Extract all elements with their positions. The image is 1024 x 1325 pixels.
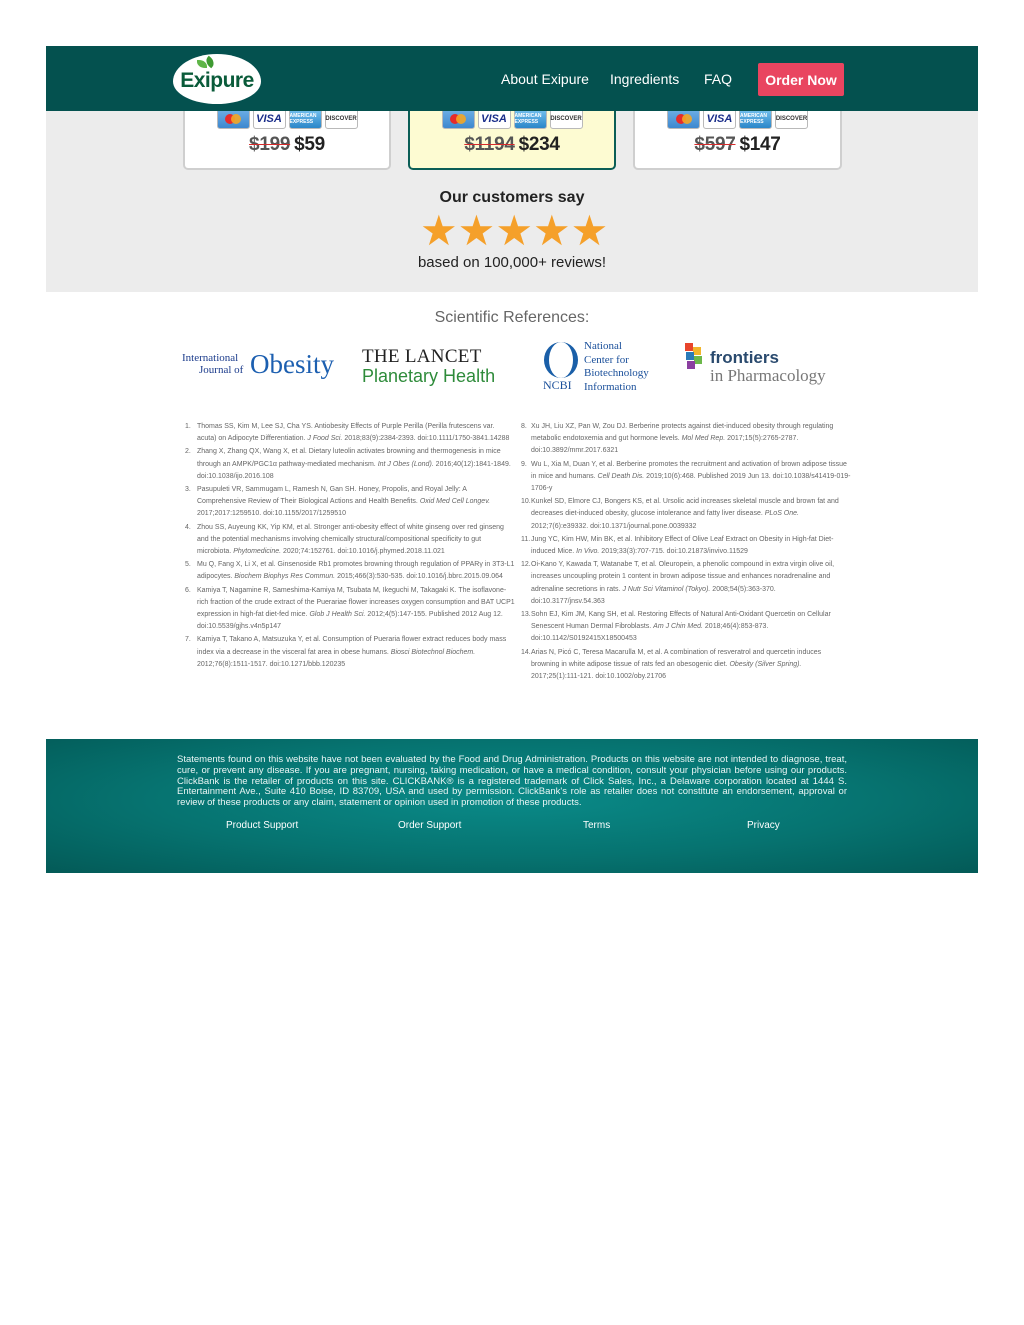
reference-number: 11. bbox=[521, 535, 531, 543]
reference-details: 2017;2017:1259510. doi:10.1155/2017/1259510 bbox=[197, 510, 346, 518]
reference-item bbox=[521, 496, 851, 533]
star-icon: ★ bbox=[570, 207, 609, 254]
new-price: $59 bbox=[294, 134, 325, 155]
reference-item bbox=[521, 421, 851, 458]
top-navbar bbox=[46, 46, 978, 111]
reference-number: 10. bbox=[521, 498, 531, 506]
reference-details: 2015;466(3):530-535. doi:10.1016/j.bbrc.2015.09.064 bbox=[335, 573, 503, 581]
reference-journal: PLoS One. bbox=[764, 510, 799, 518]
star-icon: ★ bbox=[495, 207, 533, 254]
order-now-button[interactable]: Order Now bbox=[758, 63, 844, 96]
reference-number: 6. bbox=[185, 586, 191, 594]
reference-text: Arias N, Picó C, Teresa Macarulla M, et al. A combination of resveratrol and quercetin induces browning in white adipose tissue of rats fed an obesogenic diet. bbox=[531, 648, 822, 668]
old-price: $199 bbox=[249, 134, 291, 155]
reference-journal: Phytomedicine. bbox=[233, 548, 282, 556]
journal-logo-obesity bbox=[182, 348, 342, 384]
star-icon: ★ bbox=[532, 207, 571, 254]
reference-journal: Int J Obes (Lond). bbox=[377, 460, 434, 468]
logo-line: Obesity bbox=[250, 349, 334, 379]
journal-logo-ncbi bbox=[543, 340, 663, 394]
logo-line: in Pharmacology bbox=[710, 366, 826, 385]
reference-journal: Mol Med Rep. bbox=[681, 435, 726, 443]
mastercard-icon bbox=[667, 108, 700, 129]
reference-journal: J Food Sci. bbox=[307, 435, 343, 443]
footer-link-terms[interactable]: Terms bbox=[583, 820, 611, 831]
reviews-title: Our customers say bbox=[439, 189, 585, 206]
reference-item bbox=[521, 647, 851, 684]
price bbox=[410, 134, 614, 156]
reference-text: Pasupuleti VR, Sammugam L, Ramesh N, Gan SH. Honey, Propolis, and Royal Jelly: A Comprehensive Review of Their Biological Actions and Health Benefits. bbox=[197, 486, 467, 506]
logo-line: Planetary Health bbox=[362, 366, 496, 386]
reference-number: 13. bbox=[521, 611, 531, 619]
payment-methods bbox=[185, 108, 389, 129]
reference-number: 7. bbox=[185, 636, 191, 644]
reference-number: 4. bbox=[185, 523, 191, 531]
references-list-right bbox=[521, 421, 851, 684]
mastercard-icon bbox=[442, 108, 475, 129]
reference-details: 2017;15(5):2765-2787. doi:10.3892/mmr.2017.6321 bbox=[531, 435, 799, 455]
logo-line: Center for bbox=[584, 353, 629, 366]
reference-details: 2012;7(6):e39332. doi:10.1371/journal.pone.0039332 bbox=[531, 522, 697, 530]
footer bbox=[46, 739, 978, 873]
reference-journal: Glob J Health Sci. bbox=[309, 611, 366, 619]
old-price: $597 bbox=[694, 134, 736, 155]
amex-icon: AMERICAN EXPRESS bbox=[739, 108, 772, 129]
reference-number: 12. bbox=[521, 561, 531, 569]
reference-text: Thomas SS, Kim M, Lee SJ, Cha YS. Antiobesity Effects of Purple Perilla (Perilla frutescens var. acuta) on Adipocyte Differentiation. bbox=[197, 423, 495, 443]
reference-journal: In Vivo. bbox=[576, 548, 600, 556]
logo-line: Information bbox=[584, 380, 637, 393]
reference-item bbox=[185, 522, 515, 559]
reference-number: 1. bbox=[185, 423, 191, 430]
star-icon: ★ bbox=[457, 207, 496, 254]
logo-line: NCBI bbox=[543, 378, 572, 392]
reference-item bbox=[185, 446, 515, 483]
reference-details: 2018;46(4):853-873. doi:10.1142/S0192415X18500453 bbox=[531, 623, 769, 643]
reference-item bbox=[185, 421, 515, 445]
visa-icon: VISA bbox=[703, 108, 736, 129]
discover-icon: DISCOVER bbox=[325, 108, 358, 129]
exipure-logo[interactable] bbox=[173, 54, 261, 104]
logo-line: Journal of bbox=[199, 364, 244, 376]
logo-square-icon bbox=[693, 347, 701, 355]
reference-text: Kamiya T, Nagamine R, Sameshima-Kamiya M, Tsubata M, Ikeguchi M, Takagaki K. The isoflavone-rich fraction of the crude extract of the Puerariae flower increases oxygen consumption and BAT UCP1 expression in high-fat diet-fed mice. bbox=[197, 586, 515, 619]
logo-line: frontiers bbox=[710, 348, 779, 367]
reference-journal: Am J Chin Med. bbox=[653, 623, 703, 631]
nav-link-about[interactable]: About Exipure bbox=[501, 71, 589, 87]
reference-item bbox=[521, 609, 851, 646]
reference-details: 2016;40(12):1841-1849. doi:10.1038/ijo.2016.108 bbox=[197, 460, 511, 480]
reference-number: 2. bbox=[185, 448, 191, 456]
new-price: $234 bbox=[518, 134, 560, 155]
logo-line: THE LANCET bbox=[362, 346, 482, 367]
star-rating bbox=[420, 207, 609, 254]
logo-square-icon bbox=[685, 343, 693, 351]
logo-square-icon bbox=[687, 361, 695, 369]
reference-details: 2017;25(1):111-121. doi:10.1002/oby.21706 bbox=[531, 673, 667, 681]
reference-text: Zhou SS, Auyeung KK, Yip KM, et al. Stronger anti-obesity effect of white ginseng over red ginseng and the potential mechanisms involving chemically structural/compositional specificity to gut microbiota. bbox=[197, 523, 504, 556]
reference-journal: Biosci Biotechnol Biochem. bbox=[390, 648, 476, 656]
discover-icon: DISCOVER bbox=[775, 108, 808, 129]
reference-text: Sohn EJ, Kim JM, Kang SH, et al. Restoring Effects of Natural Anti-Oxidant Quercetin on Cellular Senescent Human Dermal Fibroblasts. bbox=[531, 611, 831, 631]
reference-text: Zhang X, Zhang QX, Wang X, et al. Dietary luteolin activates browning and thermogenesis in mice through an AMPK/PGC1α pathway-mediated mechanism. bbox=[197, 448, 501, 468]
logo-square-icon bbox=[694, 356, 702, 364]
reference-text: Kamiya T, Takano A, Matsuzuka Y, et al. Consumption of Pueraria flower extract reduces body mass index via a decrease in the visceral fat area in obese humans. bbox=[197, 636, 507, 656]
logo-text bbox=[584, 340, 649, 394]
reference-item bbox=[185, 634, 515, 671]
reference-number: 14. bbox=[521, 648, 531, 656]
reference-journal: Oxid Med Cell Longev. bbox=[419, 498, 491, 506]
amex-icon: AMERICAN EXPRESS bbox=[289, 108, 322, 129]
reference-number: 5. bbox=[185, 561, 191, 569]
discover-icon: DISCOVER bbox=[550, 108, 583, 129]
star-icon: ★ bbox=[420, 207, 458, 254]
fda-disclaimer: Statements found on this website have not been evaluated by the Food and Drug Administration. Products on this website are not intended to diagnose, treat, cure, or prevent any disease. If you are pregnant, nursing, taking medication, or have a medical condition, consult your physician before using our products. ClickBank is the retailer of products on this site. CLICKBANK® is a registered trademark of Click Sales, Inc., a Delaware corporation located at 1444 S. Entertainment Ave., Suite 410 Boise, ID 83709, USA and used by permission. ClickBank's role as retailer does not constitute an endorsement, approval or review of these products or any claim, statement or opinion used in promotion of these products. bbox=[177, 754, 847, 809]
price bbox=[635, 134, 840, 156]
reference-item bbox=[521, 559, 851, 608]
footer-link-order-support[interactable]: Order Support bbox=[398, 820, 462, 831]
reference-number: 8. bbox=[521, 423, 527, 430]
new-price: $147 bbox=[739, 134, 781, 155]
journal-logo-frontiers bbox=[684, 341, 844, 387]
logo-square-icon bbox=[686, 352, 694, 360]
journal-logo-lancet bbox=[362, 346, 502, 387]
payment-methods bbox=[410, 108, 614, 129]
reference-text: Wu L, Xia M, Duan Y, et al. Berberine promotes the recruitment and activation of brown adipose tissue in mice and humans. bbox=[531, 460, 847, 480]
nav-link-ingredients[interactable]: Ingredients bbox=[610, 71, 680, 87]
logo-line: International bbox=[182, 352, 239, 364]
references-list-left bbox=[185, 421, 515, 672]
mastercard-icon bbox=[217, 108, 250, 129]
references-title: Scientific References: bbox=[434, 309, 590, 326]
reference-details: 2012;76(8):1511-1517. doi:10.1271/bbb.120235 bbox=[197, 660, 346, 668]
reference-details: 2019;33(3):707-715. doi:10.21873/invivo.11529 bbox=[599, 548, 748, 556]
reference-text: Xu JH, Liu XZ, Pan W, Zou DJ. Berberine protects against diet-induced obesity through regulating metabolic endotoxemia and gut hormone levels. bbox=[531, 423, 834, 443]
reference-details: 2019;10(6):468. Published 2019 Jun 13. doi:10.1038/s41419-019-1706-y bbox=[531, 472, 851, 493]
amex-icon: AMERICAN EXPRESS bbox=[514, 108, 547, 129]
reference-item bbox=[185, 585, 515, 634]
reference-number: 3. bbox=[185, 486, 191, 494]
reference-details: 2018;83(9):2384-2393. doi:10.1111/1750-3841.14288 bbox=[342, 435, 510, 443]
price bbox=[185, 134, 389, 156]
reference-text: Mu Q, Fang X, Li X, et al. Ginsenoside Rb1 promotes browning through regulation of PPARγ in 3T3-L1 adipocytes. bbox=[197, 561, 515, 581]
reference-item bbox=[521, 534, 851, 558]
reference-details: 2008;54(5):363-370. doi:10.3177/jnsv.54.363 bbox=[531, 585, 776, 605]
payment-methods bbox=[635, 108, 840, 129]
reference-journal: Biochem Biophys Res Commun. bbox=[234, 573, 336, 581]
reference-details: 2020;74:152761. doi:10.1016/j.phymed.2018.11.021 bbox=[281, 548, 445, 556]
logo-line: Biotechnology bbox=[584, 367, 649, 379]
reference-item bbox=[185, 484, 515, 521]
footer-link-product-support[interactable]: Product Support bbox=[226, 820, 299, 831]
logo-line: National bbox=[584, 340, 622, 352]
visa-icon: VISA bbox=[253, 108, 286, 129]
reference-details: 2012;4(5):147-155. Published 2012 Aug 12. doi:10.5539/gjhs.v4n5p147 bbox=[197, 611, 503, 631]
dna-helix-icon bbox=[544, 342, 578, 378]
reference-item bbox=[185, 559, 515, 583]
nav-link-faq[interactable]: FAQ bbox=[704, 71, 733, 87]
reviews-count: based on 100,000+ reviews! bbox=[417, 254, 607, 271]
reference-number: 9. bbox=[521, 460, 527, 468]
reference-text: Jung YC, Kim HW, Min BK, et al. Inhibitory Effect of Olive Leaf Extract on Obesity in High-fat Diet-induced Mice. bbox=[531, 535, 834, 556]
reference-text: Kunkel SD, Elmore CJ, Bongers KS, et al. Ursolic acid increases skeletal muscle and brown fat and decreases diet-induced obesity, glucose intolerance and fatty liver disease. bbox=[531, 498, 839, 518]
reference-journal: Obesity (Silver Spring). bbox=[729, 660, 802, 668]
reference-journal: Cell Death Dis. bbox=[597, 472, 645, 480]
reference-journal: J Nutr Sci Vitaminol (Tokyo). bbox=[622, 585, 711, 593]
old-price: $1194 bbox=[464, 134, 515, 155]
reference-text: Oi-Kano Y, Kawada T, Watanabe T, et al. Oleuropein, a phenolic compound in extra virgin olive oil, increases uncoupling protein 1 content in brown adipose tissue and enhances noradrenaline and adrenaline secretions in rats. bbox=[531, 561, 835, 593]
logo-text: Exipure bbox=[180, 69, 254, 92]
footer-link-privacy[interactable]: Privacy bbox=[747, 820, 780, 831]
reference-item bbox=[521, 459, 851, 496]
visa-icon: VISA bbox=[478, 108, 511, 129]
